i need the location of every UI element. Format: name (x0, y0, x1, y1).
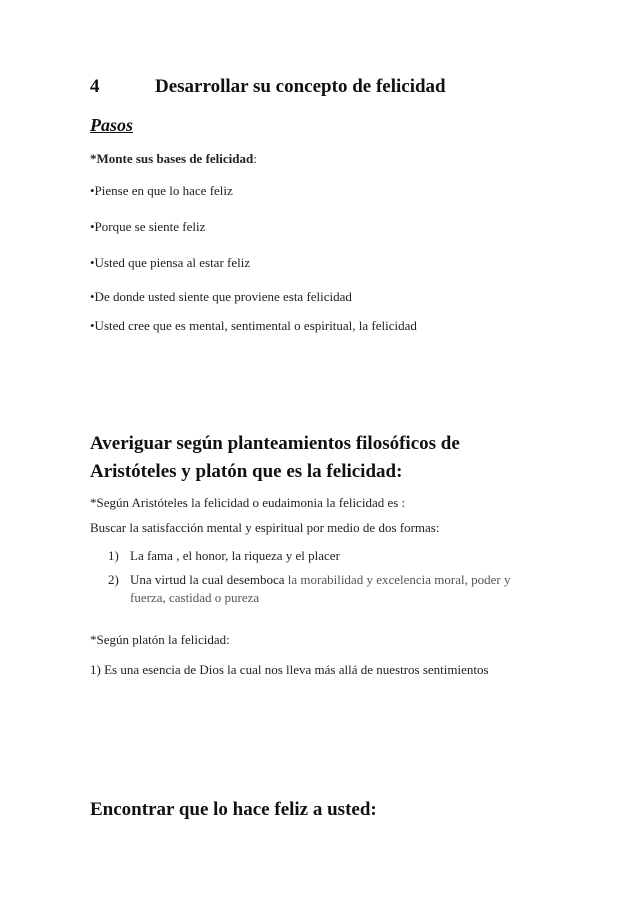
platon-intro: *Según platón la felicidad: (90, 632, 230, 647)
list-item-text-a: Una virtud la cual desemboca (130, 572, 288, 587)
bases-prefix: *Monte sus bases de felicidad (90, 151, 254, 166)
bullet-item: •Usted que piensa al estar feliz (90, 255, 251, 270)
list-item-text: La fama , el honor, la riqueza y el placer (130, 548, 340, 563)
bullet-item: •Usted cree que es mental, sentimental o espiritual, la felicidad (90, 318, 417, 333)
section3-title: Encontrar que lo hace feliz a usted: (90, 799, 377, 820)
list-number: 1) (108, 548, 119, 563)
bases-line (90, 151, 257, 167)
buscar-line: Buscar la satisfacción mental y espiritual por medio de dos formas: (90, 520, 440, 535)
heading-number: 4 (90, 76, 100, 97)
bases-suffix: : (253, 151, 257, 166)
bullet-item: •De donde usted siente que proviene esta felicidad (90, 289, 352, 304)
platon-item: 1) Es una esencia de Dios la cual nos lleva más allá de nuestros sentimientos (90, 662, 489, 677)
bullet-item: •Piense en que lo hace feliz (90, 183, 233, 198)
aristoteles-intro: *Según Aristóteles la felicidad o eudaimonia la felicidad es : (90, 495, 406, 510)
list-item-text-b: la morabilidad y excelencia moral, poder y (287, 572, 511, 587)
pasos-label: Pasos (90, 115, 134, 135)
heading-title: Desarrollar su concepto de felicidad (155, 76, 446, 97)
list-number: 2) (108, 572, 119, 587)
section2-title-line1: Averiguar según planteamientos filosóficos de (90, 433, 460, 454)
section2-title-line2: Aristóteles y platón que es la felicidad: (90, 461, 403, 482)
list-item-text (130, 572, 510, 588)
list-item-text-c: fuerza, castidad o pureza (130, 590, 260, 605)
bullet-item: •Porque se siente feliz (90, 219, 206, 234)
